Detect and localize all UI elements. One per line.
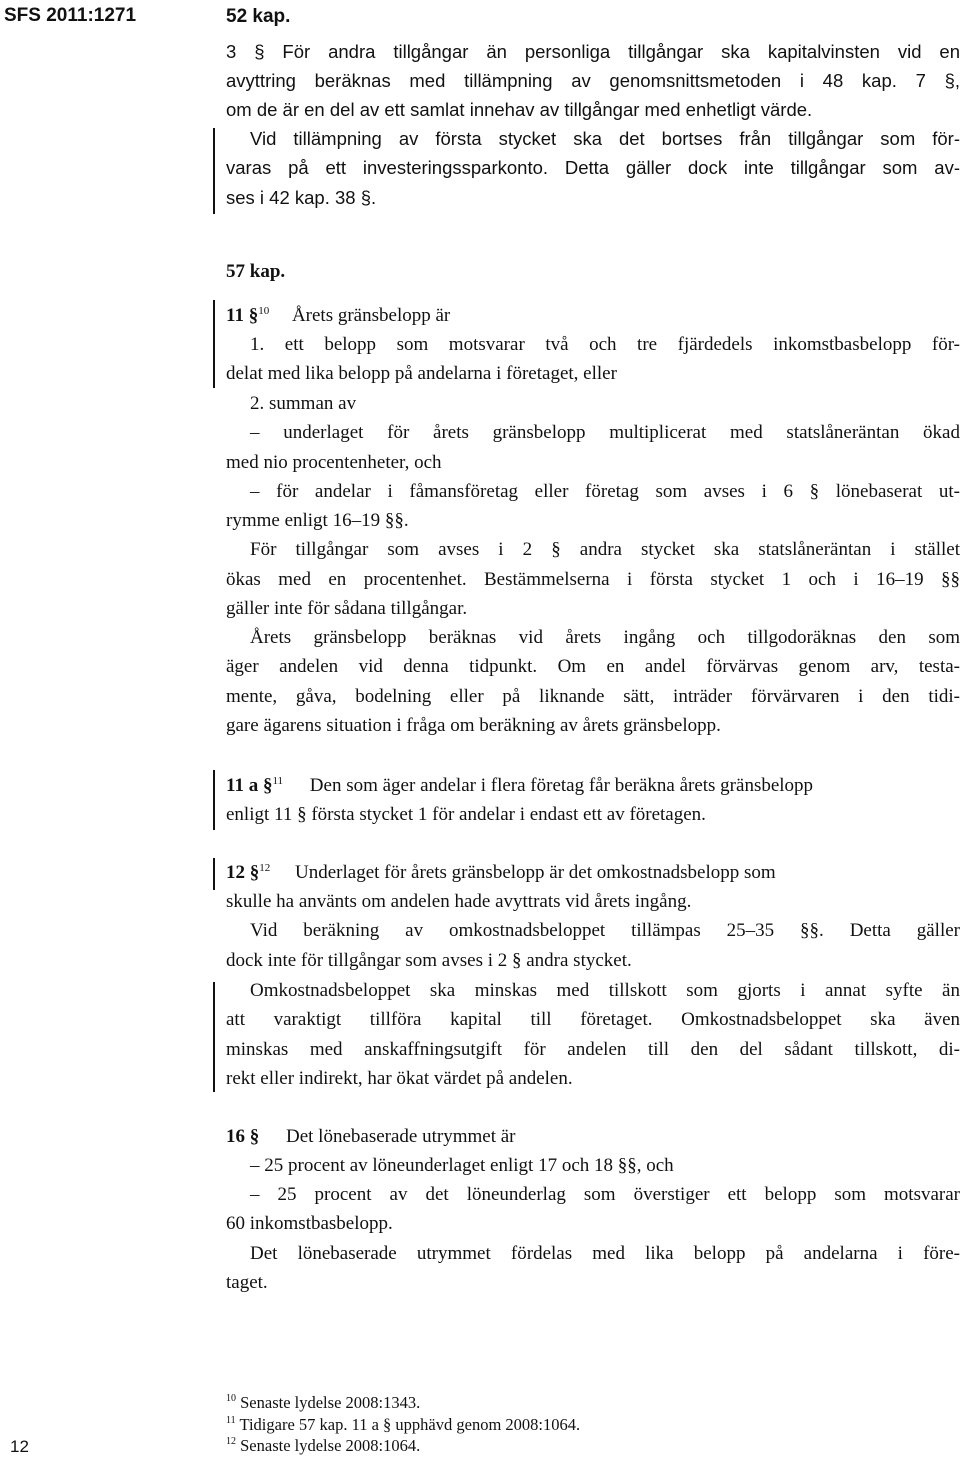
chapter-52-title: 52 kap. bbox=[226, 6, 291, 27]
s11-line-2: delat med lika belopp på andelarna i företaget, eller bbox=[226, 363, 617, 384]
ch52-line-4: Vid tillämpning av första stycket ska det bortses från tillgångar som för- bbox=[250, 128, 960, 149]
ch52-line-1: 3 § För andra tillgångar än personliga tillgångar ska kapitalvinsten vid en bbox=[226, 41, 960, 62]
ch52-line-6: ses i 42 kap. 38 §. bbox=[226, 187, 377, 208]
footnote-ref-12: 12 bbox=[259, 862, 271, 874]
footnote-ref-10: 10 bbox=[258, 305, 270, 317]
footnote-12-text: Senaste lydelse 2008:1064. bbox=[240, 1436, 421, 1455]
sfs-number: SFS 2011:1271 bbox=[4, 5, 137, 26]
section-12-heading bbox=[226, 858, 776, 888]
s12-line-1: skulle ha använts om andelen hade avyttrats vid årets ingång. bbox=[226, 891, 692, 912]
section-16-lead: Det lönebaserade utrymmet är bbox=[286, 1126, 516, 1147]
page-number: 12 bbox=[10, 1437, 29, 1456]
footnote-ref-11: 11 bbox=[272, 775, 284, 787]
footnote-11-number: 11 bbox=[226, 1415, 236, 1426]
footnote-10-number: 10 bbox=[226, 1393, 236, 1404]
chapter-57-title: 57 kap. bbox=[226, 261, 286, 282]
s11-line-13: mente, gåva, bodelning eller på liknande sätt, inträder förvärvaren i den tidi- bbox=[226, 686, 960, 707]
s16-line-2: – 25 procent av det löneunderlag som överstiger ett belopp som motsvarar bbox=[250, 1184, 960, 1205]
s11-line-3: 2. summan av bbox=[250, 393, 357, 414]
footnote-11 bbox=[226, 1416, 580, 1433]
footnote-12-number: 12 bbox=[226, 1436, 236, 1447]
s12-line-4: Omkostnadsbeloppet ska minskas med tillskott som gjorts i annat syfte än bbox=[250, 980, 960, 1001]
ch52-line-5: varas på ett investeringssparkonto. Detta gäller dock inte tillgångar som av- bbox=[226, 157, 960, 178]
ch52-line-2: avyttring beräknas med tillämpning av genomsnittsmetoden i 48 kap. 7 §, bbox=[226, 70, 960, 91]
section-11a-number: 11 a § bbox=[226, 775, 273, 796]
change-bar bbox=[213, 982, 215, 1092]
section-11-heading bbox=[226, 301, 450, 331]
section-11-number: 11 § bbox=[226, 305, 259, 326]
change-bar bbox=[213, 128, 215, 214]
s11-line-5: med nio procentenheter, och bbox=[226, 452, 442, 473]
section-11-lead: Årets gränsbelopp är bbox=[291, 305, 451, 326]
s16-line-4: Det lönebaserade utrymmet fördelas med lika belopp på andelarna i före- bbox=[250, 1243, 960, 1264]
change-bar bbox=[213, 858, 215, 890]
s11-line-1: 1. ett belopp som motsvarar två och tre fjärdedels inkomstbasbelopp för- bbox=[250, 334, 960, 355]
s11-line-12: äger andelen vid denna tidpunkt. Om en andel förvärvas genom arv, testa- bbox=[226, 656, 960, 677]
change-bar bbox=[213, 300, 215, 388]
section-11a-lead: Den som äger andelar i flera företag får beräkna årets gränsbelopp bbox=[309, 775, 814, 796]
s12-line-7: rekt eller indirekt, har ökat värdet på andelen. bbox=[226, 1068, 573, 1089]
s11-line-6: – för andelar i fåmansföretag eller företag som avses i 6 § lönebaserat ut- bbox=[250, 481, 960, 502]
s11-line-10: gäller inte för sådana tillgångar. bbox=[226, 598, 468, 619]
section-16-heading bbox=[226, 1122, 515, 1152]
footnote-10 bbox=[226, 1394, 420, 1411]
s11-line-9: ökas med en procentenhet. Bestämmelserna i första stycket 1 och i 16–19 §§ bbox=[226, 569, 960, 590]
s11-line-11: Årets gränsbelopp beräknas vid årets ingång och tillgodoräknas den som bbox=[250, 627, 960, 648]
change-bar bbox=[213, 770, 215, 830]
footnote-11-text: Tidigare 57 kap. 11 a § upphävd genom 2008:1064. bbox=[239, 1415, 581, 1434]
s12-line-6: minskas med anskaffningsutgift för andelen till den del sådant tillskott, di- bbox=[226, 1039, 960, 1060]
s11-line-14: gare ägarens situation i fråga om beräkning av årets gränsbelopp. bbox=[226, 715, 721, 736]
s11a-line-1: enligt 11 § första stycket 1 för andelar i endast ett av företagen. bbox=[226, 804, 706, 825]
s16-line-3: 60 inkomstbasbelopp. bbox=[226, 1213, 393, 1234]
s16-line-5: taget. bbox=[226, 1272, 268, 1293]
footnote-10-text: Senaste lydelse 2008:1343. bbox=[240, 1393, 421, 1412]
section-12-number: 12 § bbox=[226, 862, 260, 883]
section-16-number: 16 § bbox=[226, 1126, 260, 1147]
s12-line-3: dock inte för tillgångar som avses i 2 § andra stycket. bbox=[226, 950, 632, 971]
s16-line-1: – 25 procent av löneunderlaget enligt 17 och 18 §§, och bbox=[250, 1155, 674, 1176]
s11-line-8: För tillgångar som avses i 2 § andra stycket ska statslåneräntan i stället bbox=[250, 539, 960, 560]
s12-line-5: att varaktigt tillföra kapital till företaget. Omkostnadsbeloppet ska även bbox=[226, 1009, 960, 1030]
s11-line-7: rymme enligt 16–19 §§. bbox=[226, 510, 409, 531]
section-12-lead: Underlaget för årets gränsbelopp är det omkostnadsbelopp som bbox=[295, 862, 776, 883]
ch52-line-3: om de är en del av ett samlat innehav av tillgångar med enhetligt värde. bbox=[226, 99, 813, 120]
s12-line-2: Vid beräkning av omkostnadsbeloppet tillämpas 25–35 §§. Detta gäller bbox=[250, 920, 960, 941]
footnote-12 bbox=[226, 1437, 420, 1454]
s11-line-4: – underlaget för årets gränsbelopp multiplicerat med statslåneräntan ökad bbox=[250, 422, 960, 443]
section-11a-heading bbox=[226, 771, 813, 801]
